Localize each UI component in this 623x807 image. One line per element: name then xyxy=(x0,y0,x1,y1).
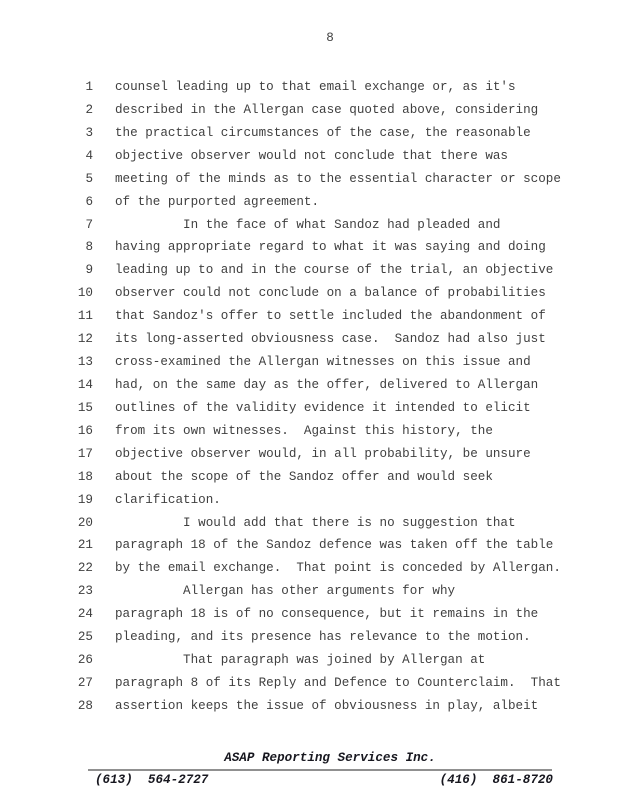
line-text: That paragraph was joined by Allergan at xyxy=(115,653,486,668)
line-number: 3 xyxy=(85,125,93,140)
line-number: 22 xyxy=(77,561,93,576)
line-number: 4 xyxy=(85,148,93,163)
line-text: pleading, and its presence has relevance to the motion. xyxy=(115,630,531,645)
line-number: 23 xyxy=(77,584,93,599)
line-text: the practical circumstances of the case, the reasonable xyxy=(115,125,531,140)
line-number: 8 xyxy=(85,240,93,255)
line-number: 26 xyxy=(77,653,93,668)
line-number: 2 xyxy=(85,102,93,117)
transcript-line xyxy=(0,76,623,99)
transcript-line xyxy=(0,580,623,603)
line-text: paragraph 8 of its Reply and Defence to Counterclaim. That xyxy=(115,675,561,690)
transcript-line xyxy=(0,672,623,695)
line-text: I would add that there is no suggestion that xyxy=(115,515,516,530)
transcript-line xyxy=(0,99,623,122)
line-text: In the face of what Sandoz had pleaded and xyxy=(115,217,501,232)
line-text: observer could not conclude on a balance of probabilities xyxy=(115,286,546,301)
transcript-line xyxy=(0,351,623,374)
transcript-line xyxy=(0,374,623,397)
transcript-line xyxy=(0,305,623,328)
line-number: 28 xyxy=(77,698,93,713)
transcript-line xyxy=(0,122,623,145)
transcript-line xyxy=(0,282,623,305)
line-number: 25 xyxy=(77,630,93,645)
line-text: paragraph 18 of the Sandoz defence was taken off the table xyxy=(115,538,554,553)
line-number: 18 xyxy=(77,469,93,484)
line-number: 15 xyxy=(77,400,93,415)
transcript-line xyxy=(0,191,623,214)
transcript-line xyxy=(0,512,623,535)
line-text: from its own witnesses. Against this history, the xyxy=(115,423,493,438)
line-number: 17 xyxy=(77,446,93,461)
transcript-line xyxy=(0,489,623,512)
line-text: paragraph 18 is of no consequence, but it remains in the xyxy=(115,607,539,622)
line-text: that Sandoz's offer to settle included the abandonment of xyxy=(115,309,546,324)
line-number: 14 xyxy=(77,377,93,392)
transcript-line xyxy=(0,649,623,672)
line-number: 1 xyxy=(85,80,93,94)
line-number: 5 xyxy=(85,171,93,186)
line-text: Allergan has other arguments for why xyxy=(115,584,456,599)
transcript-line xyxy=(0,397,623,420)
line-text: cross-examined the Allergan witnesses on this issue and xyxy=(115,355,531,370)
transcript-line xyxy=(0,534,623,557)
transcript-line xyxy=(0,603,623,626)
line-text: counsel leading up to that email exchange or, as it's xyxy=(115,80,516,94)
footer-phones xyxy=(95,773,553,787)
footer-divider xyxy=(88,769,552,771)
transcript-line xyxy=(0,145,623,168)
line-number: 16 xyxy=(77,423,93,438)
line-text: by the email exchange. That point is conceded by Allergan. xyxy=(115,561,561,576)
line-text: its long-asserted obviousness case. Sandoz had also just xyxy=(115,332,546,347)
transcript-line xyxy=(0,420,623,443)
line-text: meeting of the minds as to the essential character or scope xyxy=(115,171,561,186)
line-number: 13 xyxy=(77,355,93,370)
line-text: leading up to and in the course of the trial, an objective xyxy=(115,263,554,278)
line-number: 19 xyxy=(77,492,93,507)
transcript-line xyxy=(0,466,623,489)
transcript-line xyxy=(0,626,623,649)
line-number: 9 xyxy=(85,263,93,278)
transcript-lines xyxy=(0,76,623,718)
line-text: outlines of the validity evidence it intended to elicit xyxy=(115,400,531,415)
transcript-line xyxy=(0,168,623,191)
line-text: having appropriate regard to what it was saying and doing xyxy=(115,240,546,255)
transcript-line xyxy=(0,443,623,466)
line-number: 11 xyxy=(77,309,93,324)
line-number: 27 xyxy=(77,675,93,690)
line-number: 7 xyxy=(85,217,93,232)
transcript-line xyxy=(0,236,623,259)
footer-phone-ottawa: (613) 564-2727 xyxy=(95,773,209,787)
line-text: clarification. xyxy=(115,492,221,507)
footer-phone-toronto: (416) 861-8720 xyxy=(439,773,553,787)
transcript-line xyxy=(0,557,623,580)
line-text: described in the Allergan case quoted above, considering xyxy=(115,102,539,117)
line-number: 20 xyxy=(77,515,93,530)
line-number: 24 xyxy=(77,607,93,622)
line-number: 10 xyxy=(77,286,93,301)
transcript-line xyxy=(0,214,623,237)
transcript-line xyxy=(0,259,623,282)
line-text: had, on the same day as the offer, delivered to Allergan xyxy=(115,377,539,392)
line-text: assertion keeps the issue of obviousness in play, albeit xyxy=(115,698,539,713)
footer-company-name: ASAP Reporting Services Inc. xyxy=(224,751,436,765)
line-number: 6 xyxy=(85,194,93,209)
line-text: objective observer would not conclude that there was xyxy=(115,148,508,163)
page-number: 8 xyxy=(326,31,334,45)
line-text: objective observer would, in all probability, be unsure xyxy=(115,446,531,461)
line-number: 21 xyxy=(77,538,93,553)
line-text: about the scope of the Sandoz offer and would seek xyxy=(115,469,493,484)
line-text: of the purported agreement. xyxy=(115,194,320,209)
transcript-line xyxy=(0,695,623,718)
transcript-line xyxy=(0,328,623,351)
line-number: 12 xyxy=(77,332,93,347)
